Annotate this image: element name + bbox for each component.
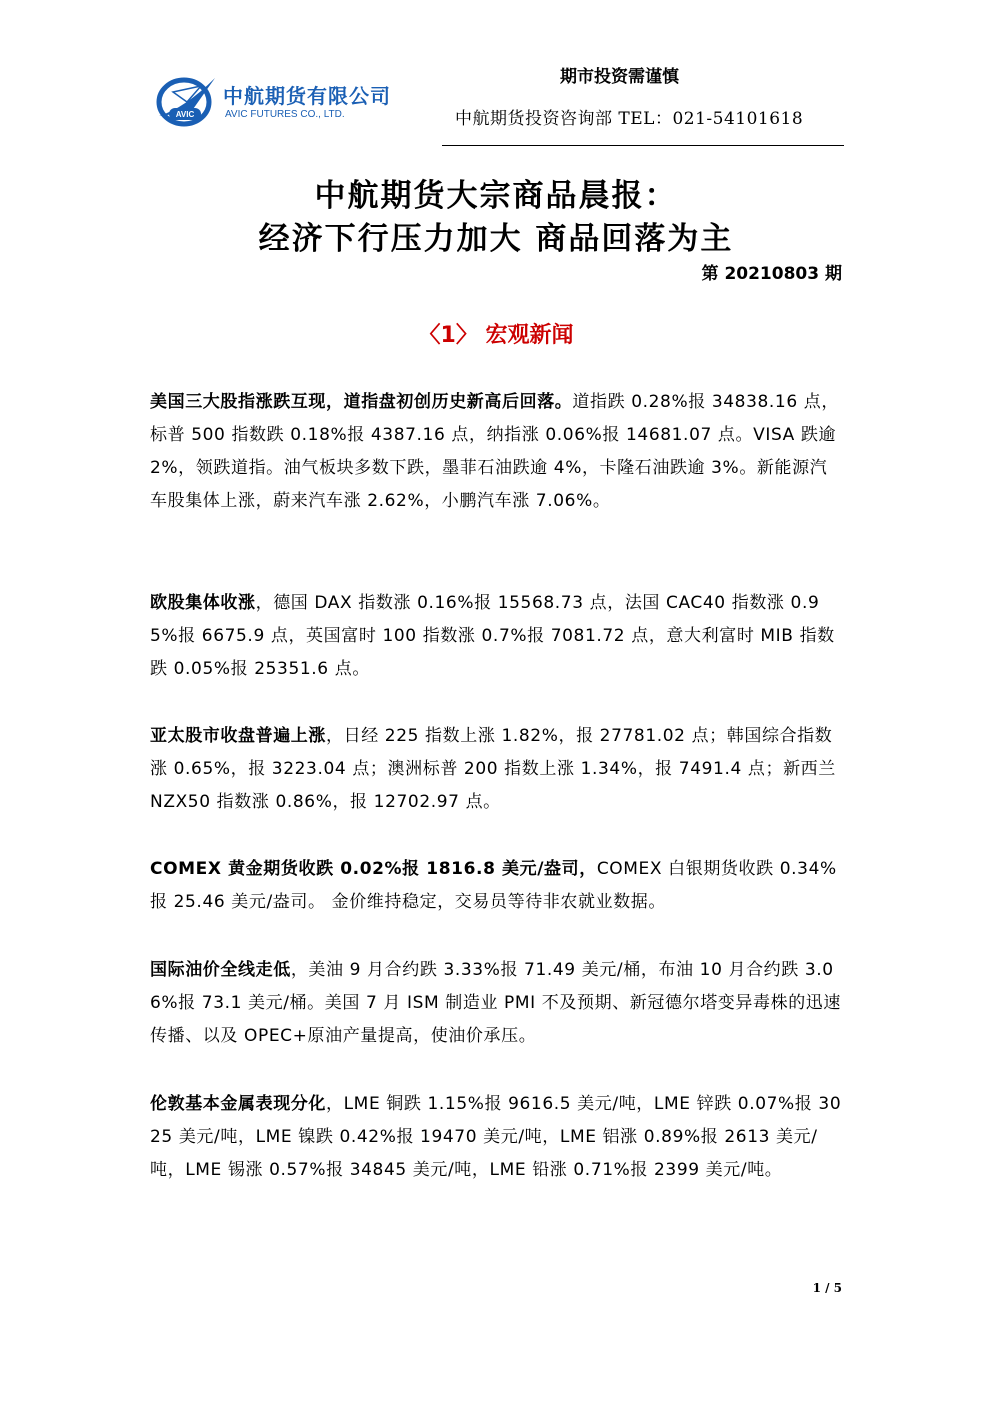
paragraph-body: ，日经 225 指数上涨 1.82%，报 27781.02 点；韩国综合指数涨 0.65%，报 3223.04 点；澳洲标普 200 指数上涨 1.34%，报 7491.4 点；新西兰 NZX50 指数涨 0.86%，报 12702.97 点。 [150,726,836,812]
page-header [0,0,992,150]
paragraph-lead: 伦敦基本金属表现分化 [150,1094,326,1114]
header-divider [442,145,844,146]
news-paragraph-gold [150,853,842,919]
paragraph-lead: COMEX 黄金期货收跌 0.02%报 1816.8 美元/盎司， [150,859,597,879]
section-heading-macro-news: 〈1〉 宏观新闻 [418,323,574,348]
issue-number: 第 20210803 期 [701,264,842,284]
news-paragraph-us-stocks [150,386,842,518]
logo-badge: AVIC [175,110,195,119]
company-logo [155,72,415,132]
paragraph-body: ，美油 9 月合约跌 3.33%报 71.49 美元/桶，布油 10 月合约跌 3.06%报 73.1 美元/桶。美国 7 月 ISM 制造业 PMI 不及预期、新冠德尔塔变异毒株的迅速传播、以及 OPEC+原油产量提高，使油价承压。 [150,960,841,1046]
paragraph-lead: 国际油价全线走低 [150,960,291,980]
logo-company-name-en: AVIC FUTURES CO., LTD. [225,109,345,120]
news-paragraph-oil [150,954,842,1053]
news-paragraph-eu-stocks [150,587,842,686]
paragraph-body: ，德国 DAX 指数涨 0.16%报 15568.73 点，法国 CAC40 指数涨 0.95%报 6675.9 点，英国富时 100 指数涨 0.7%报 7081.72 点，意大利富时 MIB 指数跌 0.05%报 25351.6 点。 [150,593,835,679]
paragraph-lead: 美国三大股指涨跌互现，道指盘初创历史新高后回落。 [150,392,573,412]
header-contact: 中航期货投资咨询部 TEL：021-54101618 [455,109,804,129]
report-title-line-2: 经济下行压力加大 商品回落为主 [258,221,734,257]
logo-company-name-cn: 中航期货有限公司 [223,84,391,108]
news-paragraph-base-metals [150,1088,842,1187]
paragraph-lead: 亚太股市收盘普遍上涨 [150,726,326,746]
page-number: 1 / 5 [812,1281,842,1295]
paragraph-body: 道指跌 0.28%报 34838.16 点，标普 500 指数跌 0.18%报 4387.16 点，纳指涨 0.06%报 14681.07 点。VISA 跌逾 2%，领跌道指。油气板块多数下跌，墨菲石油跌逾 4%，卡隆石油跌逾 3%。新能源汽车股集体上涨，蔚来汽车涨 2.62%，小鹏汽车涨 7.06%。 [150,392,839,511]
report-title-line-1: 中航期货大宗商品晨报： [314,178,678,214]
paragraph-body: COMEX 白银期货收跌 0.34%报 25.46 美元/盎司。 金价维持稳定，交易员等待非农就业数据。 [150,859,837,912]
paragraph-body: ，LME 铜跌 1.15%报 9616.5 美元/吨，LME 锌跌 0.07%报 3025 美元/吨，LME 镍跌 0.42%报 19470 美元/吨，LME 铝涨 0.89%报 2613 美元/吨，LME 锡涨 0.57%报 34845 美元/吨，LME 铅涨 0.71%报 2399 美元/吨。 [150,1094,842,1180]
plane-logo-icon [155,72,217,130]
news-paragraph-apac-stocks [150,720,842,819]
header-motto: 期市投资需谨慎 [560,67,679,87]
paragraph-lead: 欧股集体收涨 [150,593,256,613]
